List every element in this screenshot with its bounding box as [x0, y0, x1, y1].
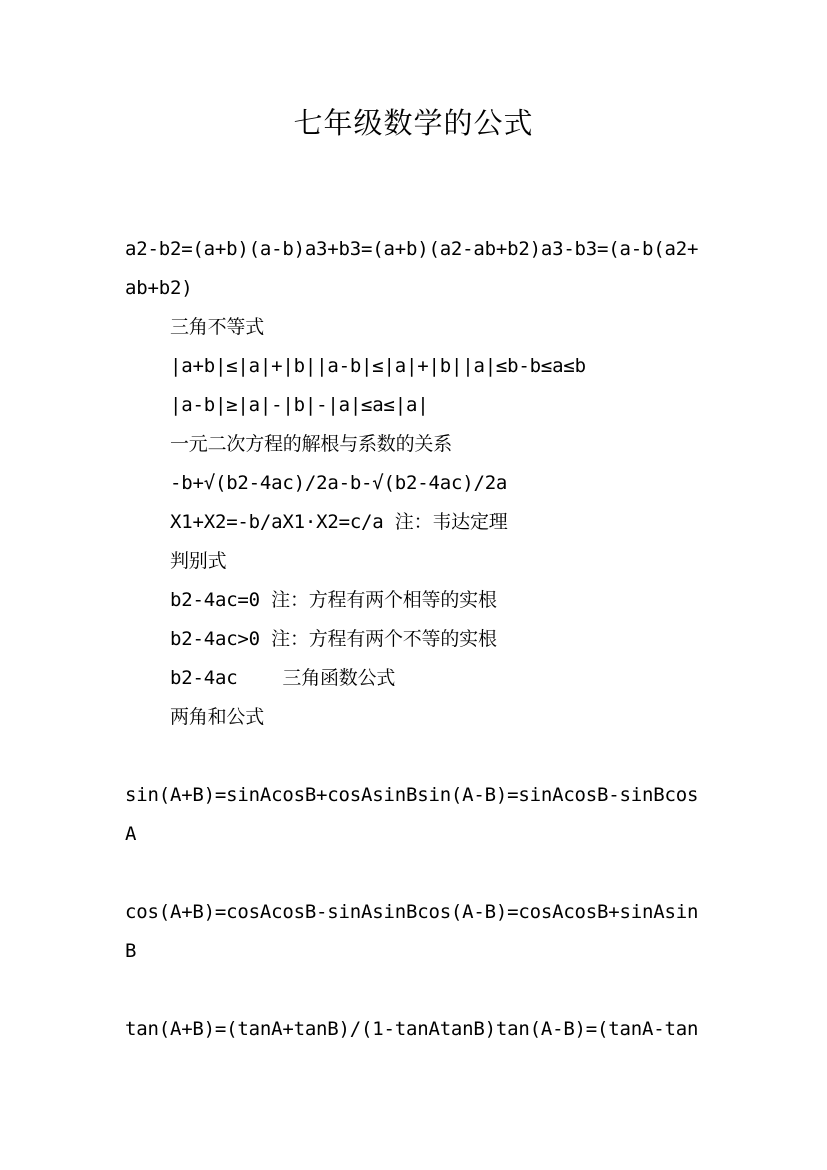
text-line: |a-b|≥|a|-|b|-|a|≤a≤|a| [170, 394, 429, 416]
text-line: A [125, 823, 137, 845]
text-line: tan(A+B)=(tanA+tanB)/(1-tanAtanB)tan(A-B)=(tanA-tan [125, 1018, 699, 1040]
section-heading: 判别式 [170, 550, 227, 572]
section-heading: 两角和公式 [170, 706, 265, 728]
text-line: -b+√(b2-4ac)/2a-b-√(b2-4ac)/2a [170, 472, 508, 494]
section-heading: 一元二次方程的解根与系数的关系 [170, 433, 453, 455]
text-line: b2-4ac 三角函数公式 [170, 667, 396, 689]
text-line: a2-b2=(a+b)(a-b)a3+b3=(a+b)(a2-ab+b2)a3-b3=(a-b(a2+ [125, 238, 699, 260]
text-line: cos(A+B)=cosAcosB-sinAsinBcos(A-B)=cosAcosB+sinAsin [125, 901, 699, 923]
text-line: b2-4ac>0 注：方程有两个不等的实根 [170, 628, 497, 650]
document-title: 七年级数学的公式 [293, 106, 534, 140]
text-line: X1+X2=-b/aX1·X2=c/a 注：韦达定理 [170, 511, 508, 533]
text-line: b2-4ac=0 注：方程有两个相等的实根 [170, 589, 497, 611]
text-line: B [125, 940, 137, 962]
text-line: sin(A+B)=sinAcosB+cosAsinBsin(A-B)=sinAcosB-sinBcos [125, 784, 699, 806]
text-line: |a+b|≤|a|+|b||a-b|≤|a|+|b||a|≤b-b≤a≤b [170, 355, 586, 377]
text-line: ab+b2) [125, 277, 193, 299]
section-heading: 三角不等式 [170, 316, 265, 338]
